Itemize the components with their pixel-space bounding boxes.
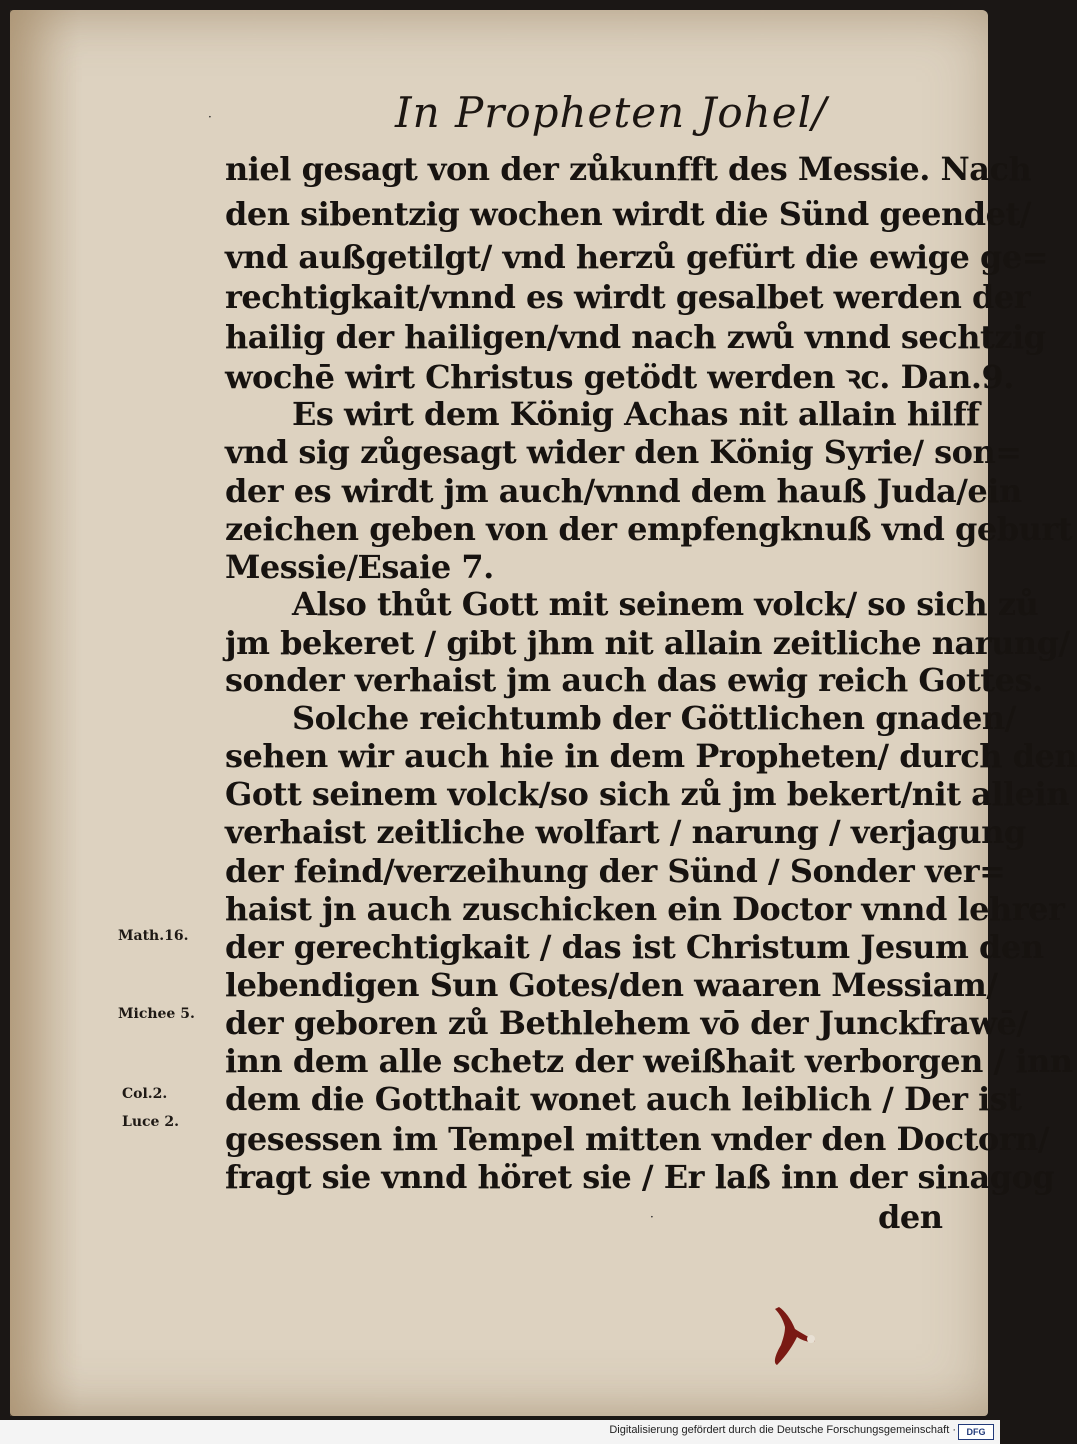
dot-mark: · xyxy=(650,1210,654,1224)
text-line: vnd außgetilgt/ vnd herzů gefürt die ewige ge= xyxy=(225,238,1048,276)
text-line: jm bekeret / gibt jhm nit allain zeitliche narung/ xyxy=(225,624,1070,662)
funding-notice: Digitalisierung gefördert durch die Deutsche Forschungsgemeinschaft · xyxy=(609,1424,956,1436)
text-line: Gott seinem volck/so sich zů jm bekert/nit allein xyxy=(225,775,1069,813)
text-line: der feind/verzeihung der Sünd / Sonder ver= xyxy=(225,852,1006,890)
text-line: vnd sig zůgesagt wider den König Syrie/ son= xyxy=(225,433,1022,471)
marginal-note: Col.2. xyxy=(122,1086,168,1102)
text-line: gesessen im Tempel mitten vnder den Doctorn/ xyxy=(225,1120,1050,1158)
text-line: inn dem alle schetz der weißhait verborgen / inn xyxy=(225,1042,1073,1080)
text-line: Also thůt Gott mit seinem volck/ so sich zů xyxy=(292,585,1039,623)
marginal-note: Luce 2. xyxy=(122,1114,179,1130)
marginal-note: Michee 5. xyxy=(118,1006,195,1022)
text-line: lebendigen Sun Gotes/den waaren Messiam/ xyxy=(225,966,998,1004)
text-line: niel gesagt von der zůkunfft des Messie. Nach xyxy=(225,150,1032,188)
book-page xyxy=(10,10,1077,1416)
text-line: haist jn auch zuschicken ein Doctor vnnd lehrer xyxy=(225,890,1065,928)
text-line: Es wirt dem König Achas nit allain hilff xyxy=(292,395,980,433)
text-line: rechtigkait/vnnd es wirdt gesalbet werden der xyxy=(225,278,1031,316)
text-line: sonder verhaist jm auch das ewig reich Gottes. xyxy=(225,661,1043,699)
text-line: der geboren zů Bethlehem vō der Junckfrawē/ xyxy=(225,1004,1028,1042)
dot-mark: · xyxy=(208,110,212,124)
dfg-logo: DFG xyxy=(958,1424,994,1440)
marginal-note: Math.16. xyxy=(118,928,189,944)
bookmark-ribbon-icon xyxy=(755,1303,825,1373)
text-line: dem die Gotthait wonet auch leiblich / Der ist xyxy=(225,1080,1022,1118)
text-line: verhaist zeitliche wolfart / narung / verjagung xyxy=(225,813,1026,851)
footer-bar xyxy=(0,1420,1000,1444)
text-line: Messie/Esaie 7. xyxy=(225,548,494,586)
text-line: der es wirdt jm auch/vnnd dem hauß Juda/ein xyxy=(225,472,1022,510)
catchword: den xyxy=(878,1198,943,1236)
text-line: sehen wir auch hie in dem Propheten/ durch den xyxy=(225,737,1077,775)
text-line: hailig der hailigen/vnd nach zwů vnnd sechtzig xyxy=(225,318,1046,356)
text-line: wochē wirt Christus getödt werden ꝛc. Dan.9. xyxy=(225,358,1014,396)
text-line: fragt sie vnnd höret sie / Er laß inn der sinagog xyxy=(225,1158,1055,1196)
text-line: Solche reichtumb der Göttlichen gnaden/ xyxy=(292,699,1016,737)
text-line: den sibentzig wochen wirdt die Sünd geendet/ xyxy=(225,195,1031,233)
text-line: zeichen geben von der empfengknuß vnd geburt xyxy=(225,510,1073,548)
running-head: In Propheten Johel/ xyxy=(395,88,828,137)
text-line: der gerechtigkait / das ist Christum Jesum den xyxy=(225,928,1044,966)
